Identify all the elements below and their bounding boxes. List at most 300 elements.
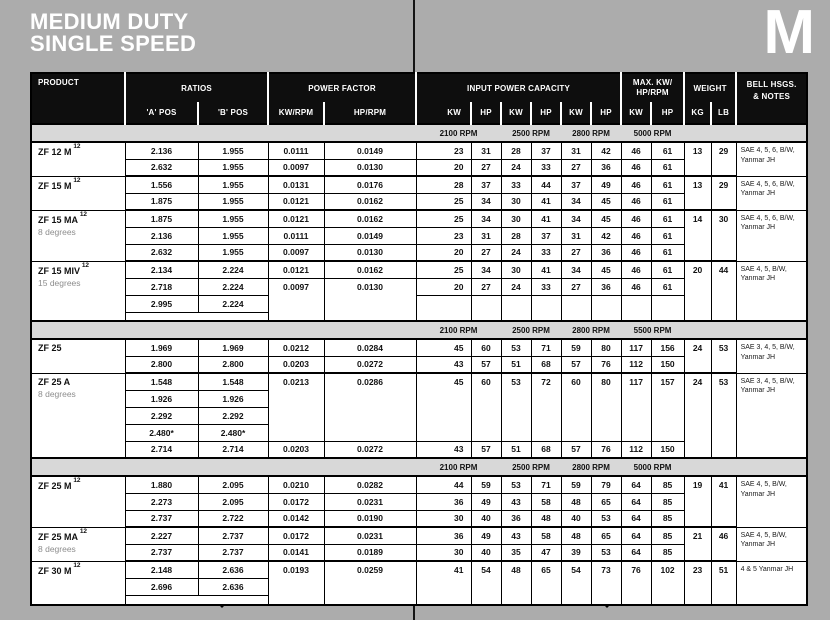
power-factor-cell: 0.0130 — [324, 278, 416, 321]
power-factor-cell: 0.0130 — [324, 244, 416, 261]
power-cell: 71 — [531, 476, 561, 493]
power-cell: 37 — [531, 227, 561, 244]
bell-notes-cell — [736, 561, 807, 605]
power-cell: 48 — [561, 493, 591, 510]
max-power-cell: 61 — [651, 142, 684, 159]
power-cell: 36 — [591, 159, 621, 176]
power-factor-cell: 0.0212 — [268, 339, 324, 356]
power-cell: 43 — [416, 441, 471, 458]
product-footnote-ref: 12 — [80, 261, 90, 269]
power-cell: 42 — [591, 227, 621, 244]
power-factor-cell: 0.0286 — [324, 373, 416, 441]
section-letter-m: M — [763, 0, 815, 67]
power-cell: 53 — [501, 339, 531, 356]
power-factor-cell: 0.0231 — [324, 493, 416, 510]
power-cell: 43 — [416, 356, 471, 373]
ratio-a-cell: 2.696 — [125, 578, 198, 595]
max-power-cell: 61 — [651, 193, 684, 210]
weight-lb-cell: 44 — [711, 261, 736, 321]
max-power-cell: 64 — [621, 544, 651, 561]
ratio-a-cell: 2.632 — [125, 159, 198, 176]
max-power-cell: 61 — [651, 210, 684, 227]
power-cell: 27 — [561, 159, 591, 176]
page-title-line2: SINGLE SPEED — [30, 31, 197, 57]
power-factor-cell: 0.0097 — [268, 278, 324, 321]
weight-kg-cell: 21 — [684, 527, 711, 561]
power-cell: 65 — [591, 493, 621, 510]
ratio-b-cell: 2.722 — [198, 510, 268, 527]
ratio-a-cell: 2.718 — [125, 278, 198, 295]
power-cell — [471, 295, 501, 321]
power-cell: 43 — [501, 493, 531, 510]
max-power-cell: 46 — [621, 261, 651, 278]
ratio-a-cell: 2.136 — [125, 227, 198, 244]
power-cell: 48 — [531, 510, 561, 527]
power-factor-cell: 0.0131 — [268, 176, 324, 193]
ratio-a-cell: 2.136 — [125, 142, 198, 159]
ratio-b-cell: 2.737 — [198, 527, 268, 544]
bell-notes-cell — [736, 527, 807, 561]
power-factor-cell: 0.0162 — [324, 193, 416, 210]
max-power-cell: 150 — [651, 441, 684, 458]
product-footnote-ref: 12 — [78, 210, 88, 218]
spacer-cell — [125, 595, 198, 605]
col-header-max-line2: HP/RPM — [636, 88, 669, 97]
ratio-b-cell: 2.636 — [198, 561, 268, 578]
product-angle-note: 8 degrees — [38, 226, 76, 237]
power-cell: 36 — [416, 527, 471, 544]
power-cell: 33 — [531, 159, 561, 176]
power-factor-cell: 0.0111 — [268, 227, 324, 244]
power-cell: 36 — [591, 244, 621, 261]
power-cell: 24 — [501, 278, 531, 295]
col-header-ratios: RATIOS — [125, 73, 268, 102]
power-cell: 34 — [471, 193, 501, 210]
power-cell: 30 — [501, 193, 531, 210]
table-row — [31, 373, 807, 390]
power-cell: 27 — [471, 278, 501, 295]
max-power-cell: 61 — [651, 159, 684, 176]
product-cell — [31, 176, 125, 210]
power-cell: 33 — [531, 244, 561, 261]
max-power-cell: 46 — [621, 278, 651, 295]
ratio-a-cell: 1.969 — [125, 339, 198, 356]
power-cell — [561, 295, 591, 321]
power-cell: 23 — [416, 142, 471, 159]
power-cell: 65 — [591, 527, 621, 544]
col-header-hp-rpm: HP/RPM — [324, 102, 416, 124]
power-cell: 34 — [471, 261, 501, 278]
product-angle-note: 15 degrees — [38, 277, 81, 288]
power-cell — [416, 295, 471, 321]
max-power-cell: 46 — [621, 176, 651, 193]
col-header-max-line1: MAX. KW/ — [632, 77, 673, 87]
product-cell — [31, 527, 125, 561]
rpm-band-label: 5000 RPM — [621, 458, 684, 476]
col-header-power-factor: POWER FACTOR — [268, 73, 416, 102]
product-angle-note: 8 degrees — [38, 388, 76, 399]
power-factor-cell: 0.0162 — [324, 210, 416, 227]
bell-notes-line: SAE 4, 5, B/W, — [740, 481, 787, 488]
table-row — [31, 142, 807, 159]
max-power-cell: 112 — [621, 356, 651, 373]
bell-notes-line: Yanmar JH — [740, 541, 776, 549]
ratio-b-cell: 2.224 — [198, 278, 268, 295]
page-divider-line-top — [413, 0, 415, 72]
power-cell: 80 — [591, 373, 621, 441]
ratio-b-cell: 2.714 — [198, 441, 268, 458]
bell-notes-cell — [736, 261, 807, 321]
ratio-a-cell: 2.273 — [125, 493, 198, 510]
ratio-b-cell: 2.636 — [198, 578, 268, 595]
ratio-b-cell: 1.926 — [198, 390, 268, 407]
table-row — [31, 261, 807, 278]
power-cell: 65 — [531, 561, 561, 605]
ratio-a-cell: 1.548 — [125, 373, 198, 390]
max-power-cell: 156 — [651, 339, 684, 356]
bell-notes-line: SAE 4, 5, B/W, — [740, 265, 787, 273]
power-cell: 45 — [416, 373, 471, 441]
power-cell: 39 — [561, 544, 591, 561]
bell-notes-cell — [736, 476, 807, 527]
power-cell: 36 — [416, 493, 471, 510]
weight-lb-cell: 29 — [711, 176, 736, 210]
power-cell: 44 — [416, 476, 471, 493]
weight-kg-cell: 13 — [684, 176, 711, 210]
power-factor-cell: 0.0121 — [268, 193, 324, 210]
bell-notes-line: Yanmar JH — [740, 224, 776, 232]
rpm-band-label: 2100 RPM — [416, 321, 501, 339]
ratio-b-cell: 2.737 — [198, 544, 268, 561]
bell-notes-line: Yanmar JH — [740, 387, 776, 395]
weight-lb-cell: 46 — [711, 527, 736, 561]
power-cell: 36 — [501, 510, 531, 527]
bell-notes-line: Yanmar JH — [740, 156, 776, 164]
max-power-cell: 46 — [621, 210, 651, 227]
power-cell: 31 — [561, 142, 591, 159]
power-factor-cell: 0.0172 — [268, 493, 324, 510]
rpm-band-label: 2100 RPM — [416, 458, 501, 476]
ratio-a-cell: 2.134 — [125, 261, 198, 278]
bell-notes-line: SAE 3, 4, 5, B/W, — [740, 344, 795, 351]
power-cell: 53 — [591, 544, 621, 561]
power-cell: 40 — [471, 544, 501, 561]
power-cell: 68 — [531, 441, 561, 458]
power-cell: 30 — [501, 261, 531, 278]
bell-notes-cell — [736, 176, 807, 210]
max-power-cell: 64 — [621, 510, 651, 527]
power-cell: 43 — [501, 527, 531, 544]
rpm-band-label: 2500 RPM — [501, 124, 561, 142]
power-cell: 68 — [531, 356, 561, 373]
product-name: ZF 25 M — [38, 481, 72, 491]
bell-notes-line: Yanmar JH — [740, 190, 776, 198]
max-power-cell: 46 — [621, 227, 651, 244]
power-cell — [501, 295, 531, 321]
power-factor-cell: 0.0284 — [324, 339, 416, 356]
weight-lb-cell: 51 — [711, 561, 736, 605]
power-cell: 41 — [531, 193, 561, 210]
product-name: ZF 30 M — [38, 565, 72, 576]
bell-notes-line: 4 & 5 Yanmar JH — [740, 565, 794, 573]
power-cell: 57 — [471, 356, 501, 373]
ratio-b-cell: 2.800 — [198, 356, 268, 373]
power-factor-cell: 0.0203 — [268, 356, 324, 373]
spacer-cell — [198, 595, 268, 605]
ratio-b-cell: 1.955 — [198, 142, 268, 159]
ratio-a-cell: 1.875 — [125, 193, 198, 210]
power-cell: 28 — [501, 227, 531, 244]
power-factor-cell: 0.0141 — [268, 544, 324, 561]
product-cell — [31, 561, 125, 605]
col-header-b-pos: 'B' POS — [198, 102, 268, 124]
bell-notes-line: SAE 4, 5, 6, B/W, — [740, 214, 795, 222]
power-cell: 60 — [561, 373, 591, 441]
bell-notes-cell — [736, 142, 807, 176]
weight-kg-cell: 19 — [684, 476, 711, 527]
power-factor-cell: 0.0172 — [268, 527, 324, 544]
ratio-a-cell: 2.737 — [125, 510, 198, 527]
rpm-band-row — [31, 458, 807, 476]
power-cell: 35 — [501, 544, 531, 561]
power-cell — [531, 295, 561, 321]
table-row — [31, 561, 807, 578]
power-cell: 57 — [561, 441, 591, 458]
weight-kg-cell: 23 — [684, 561, 711, 605]
weight-kg-cell: 24 — [684, 373, 711, 458]
product-name: ZF 25 MA — [38, 531, 79, 542]
power-factor-cell: 0.0213 — [268, 373, 324, 441]
weight-lb-cell: 29 — [711, 142, 736, 176]
rpm-band-label: 2800 RPM — [561, 458, 621, 476]
power-cell: 30 — [416, 544, 471, 561]
ratio-b-cell: 1.969 — [198, 339, 268, 356]
rpm-band-label: 2100 RPM — [416, 124, 501, 142]
power-cell: 37 — [561, 176, 591, 193]
weight-lb-cell: 53 — [711, 373, 736, 458]
rpm-band-filler — [684, 124, 807, 142]
ratio-a-cell: 2.714 — [125, 441, 198, 458]
power-cell: 60 — [471, 339, 501, 356]
power-cell: 71 — [531, 339, 561, 356]
power-cell: 41 — [531, 261, 561, 278]
product-cell — [31, 261, 125, 321]
power-cell: 23 — [416, 227, 471, 244]
rpm-band-filler — [31, 458, 416, 476]
power-cell: 24 — [501, 244, 531, 261]
ratio-b-cell: 1.955 — [198, 159, 268, 176]
power-cell: 28 — [501, 142, 531, 159]
col-header-input-power: INPUT POWER CAPACITY — [416, 73, 621, 102]
ratio-a-cell: 2.148 — [125, 561, 198, 578]
product-name: ZF 25 A — [38, 376, 71, 387]
bell-notes-line: SAE 4, 5, 6, B/W, — [740, 147, 795, 154]
power-cell: 54 — [561, 561, 591, 605]
power-cell: 41 — [531, 210, 561, 227]
power-cell: 45 — [591, 193, 621, 210]
max-power-cell: 150 — [651, 356, 684, 373]
weight-lb-cell: 30 — [711, 210, 736, 261]
ratio-a-cell: 2.632 — [125, 244, 198, 261]
power-cell: 53 — [501, 373, 531, 441]
bell-notes-cell — [736, 373, 807, 458]
power-cell: 53 — [501, 476, 531, 493]
col-header-kg: KG — [684, 102, 711, 124]
power-cell: 34 — [561, 210, 591, 227]
product-name: ZF 15 MA — [38, 214, 79, 225]
power-factor-cell: 0.0272 — [324, 441, 416, 458]
ratio-a-cell: 1.880 — [125, 476, 198, 493]
power-cell: 73 — [591, 561, 621, 605]
rpm-band-row — [31, 321, 807, 339]
col-header-product: PRODUCT — [31, 73, 125, 124]
power-cell: 72 — [531, 373, 561, 441]
spacer-cell — [198, 312, 268, 321]
ratio-a-cell: 2.800 — [125, 356, 198, 373]
ratio-b-cell: 2.480* — [198, 424, 268, 441]
max-power-cell: 46 — [621, 244, 651, 261]
power-cell: 33 — [531, 278, 561, 295]
power-cell: 34 — [561, 193, 591, 210]
power-cell: 53 — [591, 510, 621, 527]
power-factor-cell: 0.0142 — [268, 510, 324, 527]
weight-kg-cell: 13 — [684, 142, 711, 176]
max-power-cell: 85 — [651, 544, 684, 561]
power-cell: 47 — [531, 544, 561, 561]
power-cell: 51 — [501, 441, 531, 458]
ratio-b-cell: 1.955 — [198, 193, 268, 210]
page-title-line1: MEDIUM DUTY — [30, 9, 189, 34]
product-name: ZF 15 MIV — [38, 265, 81, 276]
power-factor-cell: 0.0190 — [324, 510, 416, 527]
ratio-b-cell: 2.095 — [198, 476, 268, 493]
product-footnote-ref: 12 — [78, 527, 88, 535]
power-factor-cell: 0.0149 — [324, 142, 416, 159]
max-power-cell: 64 — [621, 493, 651, 510]
power-cell: 48 — [561, 527, 591, 544]
rpm-band-row — [31, 124, 807, 142]
max-power-cell: 85 — [651, 510, 684, 527]
col-header-lb: LB — [711, 102, 736, 124]
ratio-a-cell: 1.926 — [125, 390, 198, 407]
ratio-b-cell: 1.955 — [198, 176, 268, 193]
power-cell: 59 — [561, 476, 591, 493]
power-cell: 45 — [591, 210, 621, 227]
col-header-hp: HP — [531, 102, 561, 124]
rpm-band-label: 2500 RPM — [501, 458, 561, 476]
product-cell — [31, 142, 125, 176]
max-power-cell: 64 — [621, 527, 651, 544]
spec-table — [30, 72, 808, 606]
ratio-b-cell: 2.224 — [198, 261, 268, 278]
power-cell: 31 — [471, 142, 501, 159]
max-power-cell — [621, 295, 651, 321]
power-factor-cell: 0.0176 — [324, 176, 416, 193]
power-cell: 31 — [561, 227, 591, 244]
max-power-cell: 85 — [651, 493, 684, 510]
col-header-bell-line1: BELL HSGS. — [746, 80, 797, 89]
table-row — [31, 339, 807, 356]
col-header-bell-line2: & NOTES — [753, 91, 791, 101]
product-footnote-ref: 12 — [71, 176, 81, 184]
product-cell — [31, 339, 125, 373]
max-power-cell: 61 — [651, 278, 684, 295]
max-power-cell: 76 — [621, 561, 651, 605]
ratio-b-cell: 2.292 — [198, 407, 268, 424]
power-cell: 37 — [531, 142, 561, 159]
rpm-band-filler — [684, 321, 807, 339]
max-power-cell: 64 — [621, 476, 651, 493]
power-cell: 27 — [561, 278, 591, 295]
power-factor-cell: 0.0210 — [268, 476, 324, 493]
power-cell: 41 — [416, 561, 471, 605]
power-cell: 25 — [416, 210, 471, 227]
bell-notes-line: Yanmar JH — [740, 353, 776, 361]
rpm-band-filler — [684, 458, 807, 476]
power-cell: 48 — [501, 561, 531, 605]
weight-lb-cell: 41 — [711, 476, 736, 527]
product-footnote-ref: 12 — [71, 477, 81, 484]
power-factor-cell: 0.0097 — [268, 244, 324, 261]
max-power-cell: 46 — [621, 159, 651, 176]
power-cell: 59 — [471, 476, 501, 493]
power-cell: 24 — [501, 159, 531, 176]
power-cell: 60 — [471, 373, 501, 441]
power-cell: 49 — [591, 176, 621, 193]
power-cell: 25 — [416, 261, 471, 278]
power-cell: 58 — [531, 493, 561, 510]
spacer-cell — [125, 312, 198, 321]
power-factor-cell: 0.0272 — [324, 356, 416, 373]
power-factor-cell: 0.0111 — [268, 142, 324, 159]
power-cell: 28 — [416, 176, 471, 193]
power-cell: 76 — [591, 441, 621, 458]
weight-kg-cell: 14 — [684, 210, 711, 261]
page-title — [30, 11, 196, 56]
max-power-cell: 46 — [621, 193, 651, 210]
table-row — [31, 527, 807, 544]
power-cell: 57 — [471, 441, 501, 458]
ratio-a-cell: 2.737 — [125, 544, 198, 561]
bell-notes-line: SAE 4, 5, 6, B/W, — [740, 180, 795, 188]
ratio-b-cell: 1.548 — [198, 373, 268, 390]
weight-lb-cell: 53 — [711, 339, 736, 373]
bell-notes-cell — [736, 210, 807, 261]
ratio-a-cell: 2.480* — [125, 424, 198, 441]
max-power-cell: 61 — [651, 176, 684, 193]
power-cell: 27 — [471, 159, 501, 176]
col-header-kw-rpm: KW/RPM — [268, 102, 324, 124]
ratio-b-cell: 2.224 — [198, 295, 268, 312]
max-power-cell: 102 — [651, 561, 684, 605]
power-cell: 45 — [591, 261, 621, 278]
max-power-cell: 46 — [621, 142, 651, 159]
power-cell: 20 — [416, 159, 471, 176]
rpm-band-label: 2500 RPM — [501, 321, 561, 339]
ratio-a-cell: 1.556 — [125, 176, 198, 193]
power-cell: 79 — [591, 476, 621, 493]
power-cell: 44 — [531, 176, 561, 193]
ratio-a-cell: 1.875 — [125, 210, 198, 227]
max-power-cell: 61 — [651, 244, 684, 261]
max-power-cell: 117 — [621, 339, 651, 356]
power-cell: 51 — [501, 356, 531, 373]
product-footnote-ref: 12 — [71, 143, 81, 150]
bell-notes-line: SAE 3, 4, 5, B/W, — [740, 377, 795, 385]
max-power-cell: 61 — [651, 261, 684, 278]
ratio-b-cell: 1.955 — [198, 210, 268, 227]
power-factor-cell: 0.0097 — [268, 159, 324, 176]
